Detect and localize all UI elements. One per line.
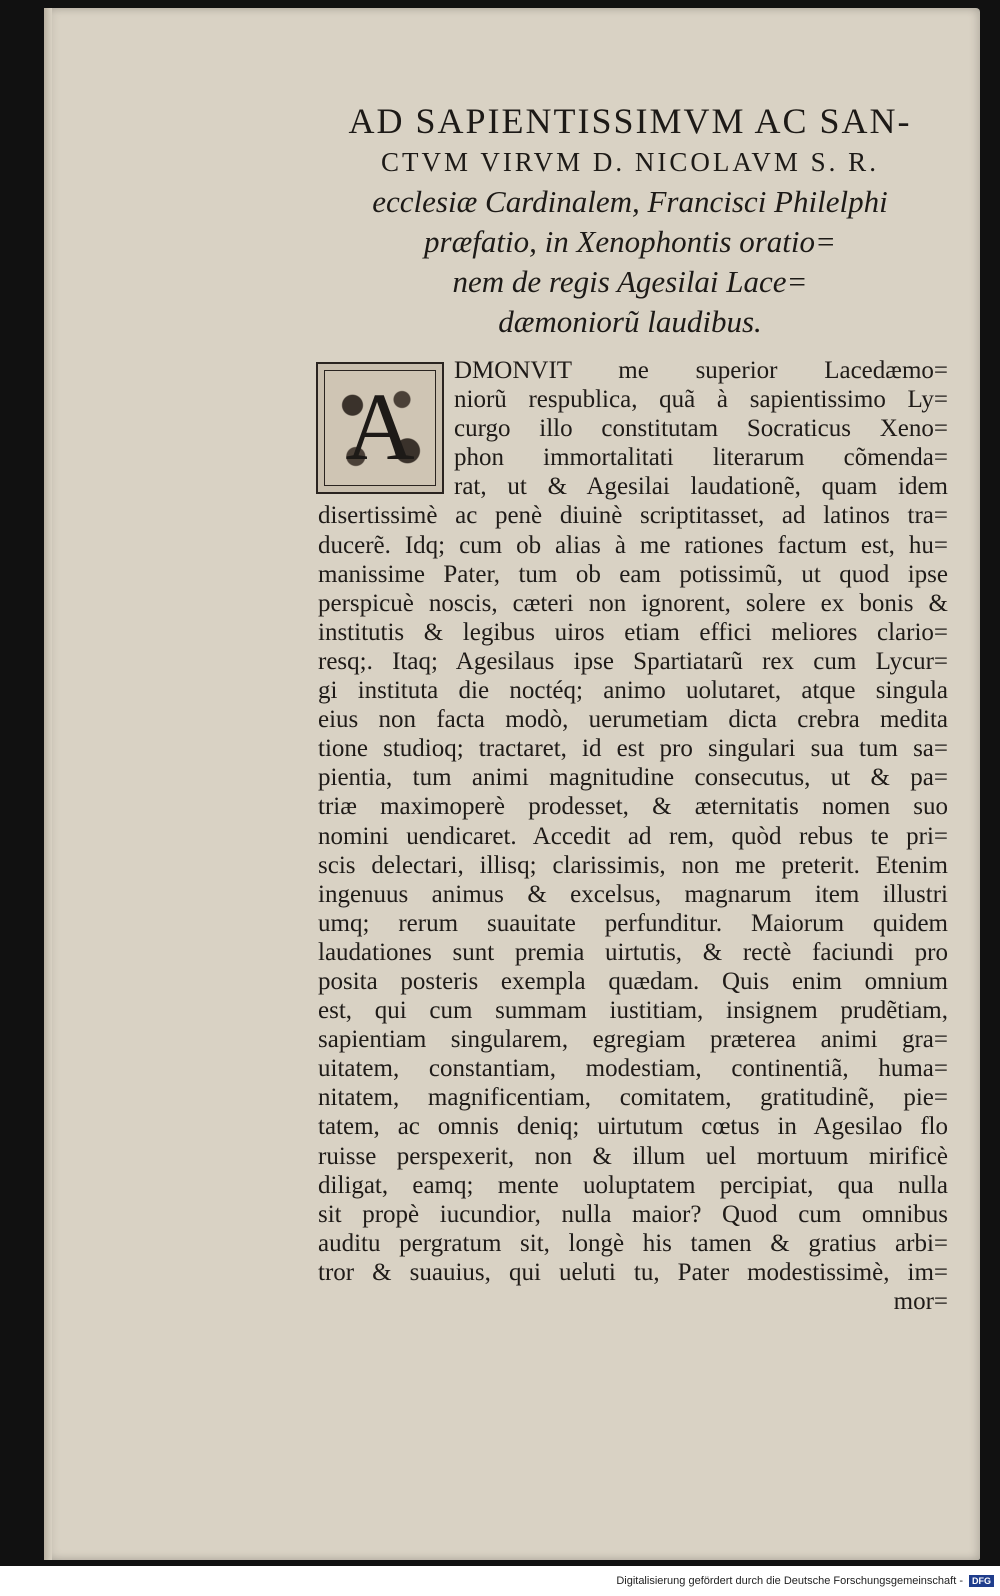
text-line: DMONVIT me superior Lacedæmo= bbox=[454, 357, 948, 384]
text-line: nitatem, magnificentiam, comitatem, gratitudinẽ, pie= bbox=[318, 1084, 948, 1112]
text-line: est, qui cum summam iustitiam, insignem prudẽtiam, bbox=[318, 997, 948, 1025]
text-line: ingenuus animus & excelsus, magnarum item illustri bbox=[318, 880, 948, 908]
text-line: tione studioq; tractaret, id est pro singulari sua tum sa= bbox=[318, 735, 948, 763]
text-line: diligat, eamq; mente uoluptatem percipiat, qua nulla bbox=[318, 1171, 948, 1199]
page-gutter bbox=[44, 8, 52, 1560]
text-line: perspicuè noscis, cæteri non ignorent, solere ex bonis & bbox=[318, 589, 948, 617]
text-line: umq; rerum suauitate perfunditur. Maiorum quidem bbox=[318, 909, 948, 937]
text-line: niorũ respublica, quã à sapientissimo Ly= bbox=[454, 386, 948, 414]
text-line: manissime Pater, tum ob eam potissimũ, ut quod ipse bbox=[318, 560, 948, 588]
text-line: sit propè iucundior, nulla maior? Quod cum omnibus bbox=[318, 1200, 948, 1228]
heading-line: ecclesiæ Cardinalem, Francisci Philelphi bbox=[372, 184, 888, 219]
text-line: pientia, tum animi magnitudine consecutus, ut & pa= bbox=[318, 764, 948, 792]
initial-letter: A bbox=[345, 373, 415, 480]
text-line: rat, ut & Agesilai laudationẽ, quam idem bbox=[454, 473, 948, 501]
heading-line: nem de regis Agesilai Lace= bbox=[452, 264, 808, 299]
text-line: triæ maximoperè prodesset, & æternitatis nomen suo bbox=[318, 793, 948, 821]
page-heading bbox=[320, 100, 940, 342]
text-line: gi instituta die noctéq; animo uolutaret, atque singula bbox=[318, 677, 948, 705]
text-line: sapientiam singularem, egregiam præterea animi gra= bbox=[318, 1026, 948, 1054]
text-line: scis delectari, illisq; clarissimis, non me preterit. Etenim bbox=[318, 851, 948, 879]
heading-line: præfatio, in Xenophontis oratio= bbox=[424, 224, 836, 259]
text-line: eius non facta modò, uerumetiam dicta crebra medita bbox=[318, 706, 948, 734]
heading-line: AD SAPIENTISSIMVM AC SAN- bbox=[348, 101, 912, 141]
body-text bbox=[318, 356, 948, 1316]
text-line: posita posteris exempla quædam. Quis enim omnium bbox=[318, 967, 948, 995]
text-line: uitatem, constantiam, modestiam, continentiã, huma= bbox=[318, 1055, 948, 1083]
footer-text: Digitalisierung gefördert durch die Deutsche Forschungsgemeinschaft - bbox=[616, 1575, 963, 1587]
text-line: laudationes sunt premia uirtutis, & rectè faciundi pro bbox=[318, 938, 948, 966]
dfg-logo: DFG bbox=[969, 1575, 994, 1587]
text-line: auditu pergratum sit, longè his tamen & gratius arbi= bbox=[318, 1229, 948, 1257]
text-line: ducerẽ. Idq; cum ob alias à me rationes factum est, hu= bbox=[318, 531, 948, 559]
heading-line: dæmoniorũ laudibus. bbox=[498, 304, 762, 339]
text-line: institutis & legibus uiros etiam effici meliores clario= bbox=[318, 618, 948, 646]
text-line: nomini uendicaret. Accedit ad rem, quòd rebus te pri= bbox=[318, 822, 948, 850]
text-line: tror & suauius, qui ueluti tu, Pater modestissimè, im= bbox=[318, 1258, 948, 1286]
text-line: phon immortalitati literarum cõmenda= bbox=[454, 444, 948, 472]
heading-line: CTVM VIRVM D. NICOLAVM S. R. bbox=[381, 147, 879, 177]
text-line: mor= bbox=[893, 1288, 948, 1315]
text-line: curgo illo constitutam Socraticus Xeno= bbox=[454, 415, 948, 443]
footer-credit bbox=[616, 1572, 994, 1590]
text-line: disertissimè ac penè diuinè scriptitasset, ad latinos tra= bbox=[318, 502, 948, 530]
text-line: tatem, ac omnis deniq; uirtutum cœtus in Agesilao flo bbox=[318, 1113, 948, 1141]
text-line: resq;. Itaq; Agesilaus ipse Spartiatarũ rex cum Lycur= bbox=[318, 647, 948, 675]
text-line: ruisse perspexerit, non & illum uel mortuum mirificè bbox=[318, 1142, 948, 1170]
